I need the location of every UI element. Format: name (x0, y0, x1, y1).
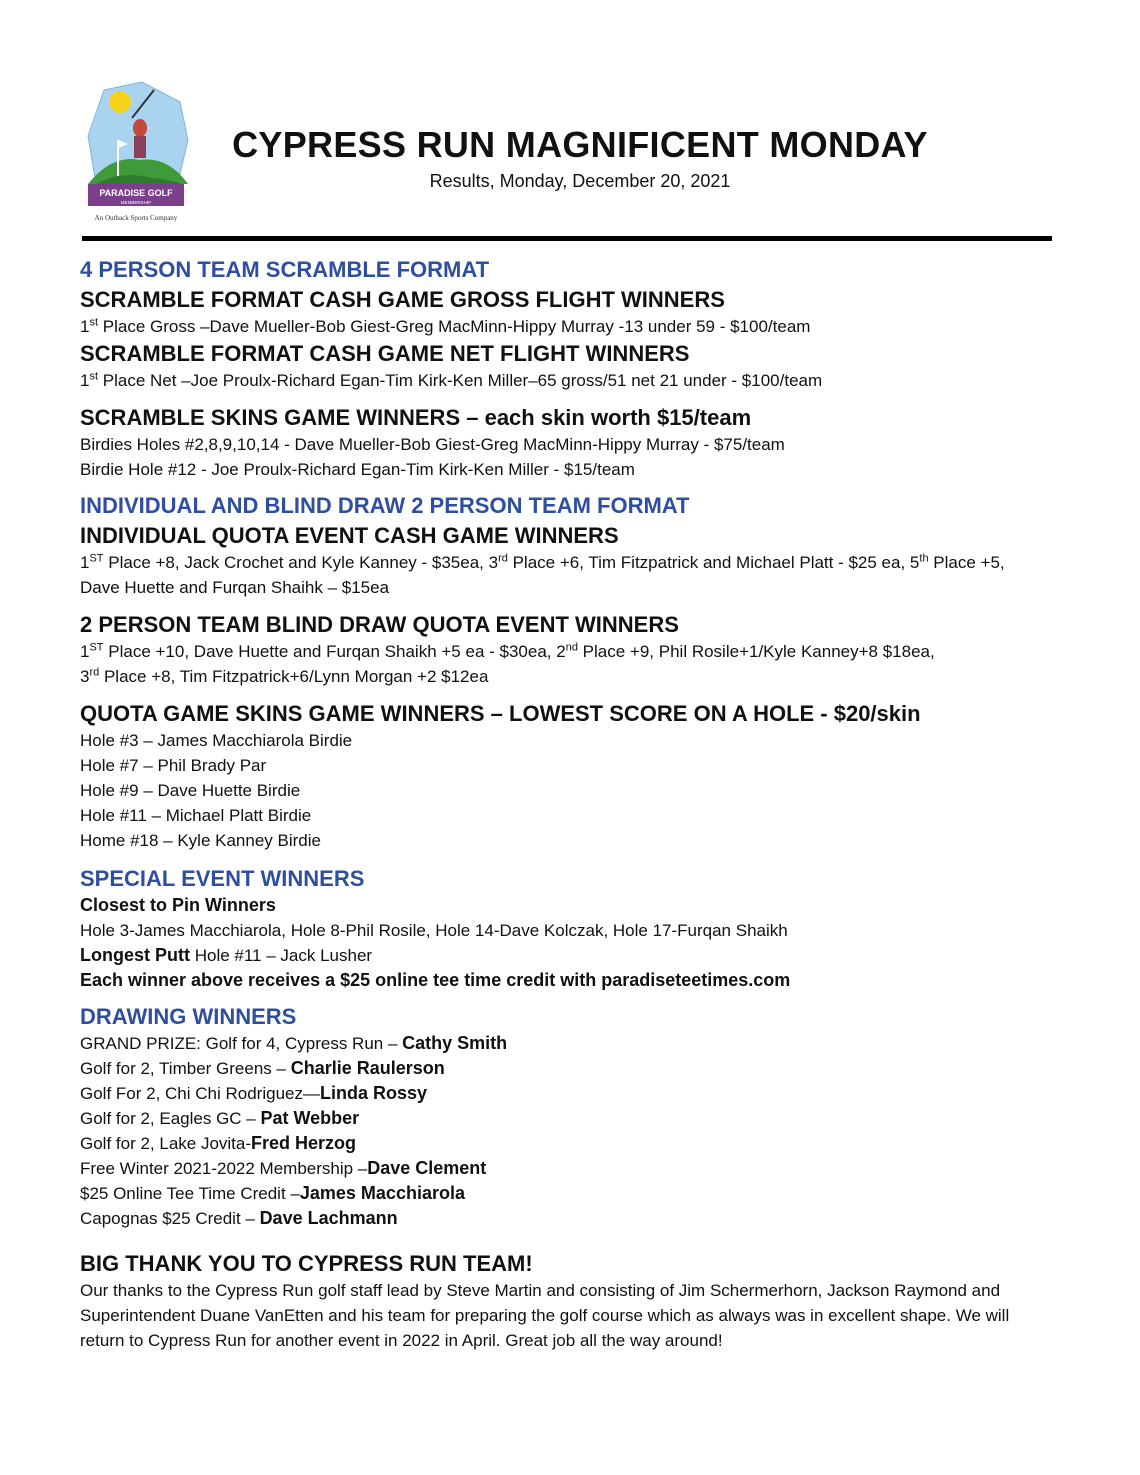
logo-sub-text: MEMBERSHIP (120, 200, 152, 205)
team-blind-draw-title: 2 PERSON TEAM BLIND DRAW QUOTA EVENT WINNERS (80, 612, 679, 637)
quota-skins-line: Hole #11 – Michael Platt Birdie (80, 806, 312, 825)
drawing-winner-row: Capognas $25 Credit – Dave Lachmann (80, 1208, 398, 1228)
drawing-winner-row: Golf for 2, Lake Jovita-Fred Herzog (80, 1133, 357, 1153)
section-title-individual: INDIVIDUAL AND BLIND DRAW 2 PERSON TEAM FORMAT (80, 493, 690, 518)
drawing-winner-row: Golf for 2, Timber Greens – Charlie Raulerson (80, 1058, 445, 1078)
longest-putt-line: Longest Putt Hole #11 – Jack Lusher (80, 945, 373, 965)
thanks-paragraph-line: Our thanks to the Cypress Run golf staff lead by Steve Martin and consisting of Jim Schermerhorn, Jackson Raymond and (80, 1281, 1001, 1300)
quota-skins-line: Hole #7 – Phil Brady Par (80, 756, 267, 775)
section-title-special: SPECIAL EVENT WINNERS (80, 866, 365, 891)
quota-skins-line: Hole #3 – James Macchiarola Birdie (80, 731, 353, 750)
individual-quota-result: 1ST Place +8, Jack Crochet and Kyle Kanney - $35ea, 3rd Place +6, Tim Fitzpatrick and Michael Platt - $25 ea, 5th Place +5, (80, 552, 1005, 572)
quota-skins-line: Home #18 – Kyle Kanney Birdie (80, 831, 321, 850)
drawing-winner-row: GRAND PRIZE: Golf for 4, Cypress Run – Cathy Smith (80, 1033, 508, 1053)
page-title: CYPRESS RUN MAGNIFICENT MONDAY (232, 124, 928, 165)
header-divider (82, 236, 1052, 241)
gross-flight-title: SCRAMBLE FORMAT CASH GAME GROSS FLIGHT WINNERS (80, 287, 725, 312)
scramble-skins-title: SCRAMBLE SKINS GAME WINNERS – each skin worth $15/team (80, 405, 752, 430)
section-title-scramble: 4 PERSON TEAM SCRAMBLE FORMAT (80, 257, 490, 282)
quota-skins-title: QUOTA GAME SKINS GAME WINNERS – LOWEST SCORE ON A HOLE - $20/skin (80, 701, 921, 726)
quota-skins-line: Hole #9 – Dave Huette Birdie (80, 781, 301, 800)
scramble-skins-line: Birdie Hole #12 - Joe Proulx-Richard Egan-Tim Kirk-Ken Miller - $15/team (80, 460, 635, 479)
thanks-paragraph-line: Superintendent Duane VanEtten and his team for preparing the golf course which as always was in excellent shape. We will (80, 1306, 1010, 1325)
drawing-winner-row: Golf for 2, Eagles GC – Pat Webber (80, 1108, 360, 1128)
page-subtitle: Results, Monday, December 20, 2021 (429, 171, 731, 191)
individual-quota-result-cont: Dave Huette and Furqan Shaihk – $15ea (80, 578, 390, 597)
net-flight-result: 1st Place Net –Joe Proulx-Richard Egan-Tim Kirk-Ken Miller–65 gross/51 net 21 under - $100/team (80, 370, 823, 390)
closest-to-pin-line: Hole 3-James Macchiarola, Hole 8-Phil Rosile, Hole 14-Dave Kolczak, Hole 17-Furqan Shaikh (80, 921, 788, 940)
gross-flight-result: 1st Place Gross –Dave Mueller-Bob Giest-Greg MacMinn-Hippy Murray -13 under 59 - $100/team (80, 316, 811, 336)
net-flight-title: SCRAMBLE FORMAT CASH GAME NET FLIGHT WINNERS (80, 341, 690, 366)
closest-to-pin-label: Closest to Pin Winners (80, 895, 276, 915)
drawing-winner-row: Free Winter 2021-2022 Membership –Dave Clement (80, 1158, 487, 1178)
logo-brand-text: PARADISE GOLF (99, 188, 173, 198)
scramble-skins-line: Birdies Holes #2,8,9,10,14 - Dave Mueller-Bob Giest-Greg MacMinn-Hippy Murray - $75/team (80, 435, 785, 454)
logo-company-text: An Outback Sports Company (94, 214, 178, 222)
results-content (80, 256, 1060, 1353)
individual-quota-title: INDIVIDUAL QUOTA EVENT CASH GAME WINNERS (80, 523, 619, 548)
paradise-golf-logo (82, 80, 194, 226)
team-blind-draw-result-cont: 3rd Place +8, Tim Fitzpatrick+6/Lynn Morgan +2 $12ea (80, 666, 489, 686)
drawing-winner-row: Golf For 2, Chi Chi Rodriguez—Linda Rossy (80, 1083, 428, 1103)
drawing-winner-row: $25 Online Tee Time Credit –James Macchiarola (80, 1183, 465, 1203)
thanks-title: BIG THANK YOU TO CYPRESS RUN TEAM! (80, 1251, 533, 1276)
section-title-drawing: DRAWING WINNERS (80, 1004, 297, 1029)
team-blind-draw-result: 1ST Place +10, Dave Huette and Furqan Shaikh +5 ea - $30ea, 2nd Place +9, Phil Rosile+1/Kyle Kanney+8 $18ea, (80, 641, 935, 661)
credit-note: Each winner above receives a $25 online tee time credit with paradiseteetimes.com (80, 970, 791, 990)
thanks-paragraph-line: return to Cypress Run for another event in 2022 in April. Great job all the way around! (80, 1331, 723, 1350)
